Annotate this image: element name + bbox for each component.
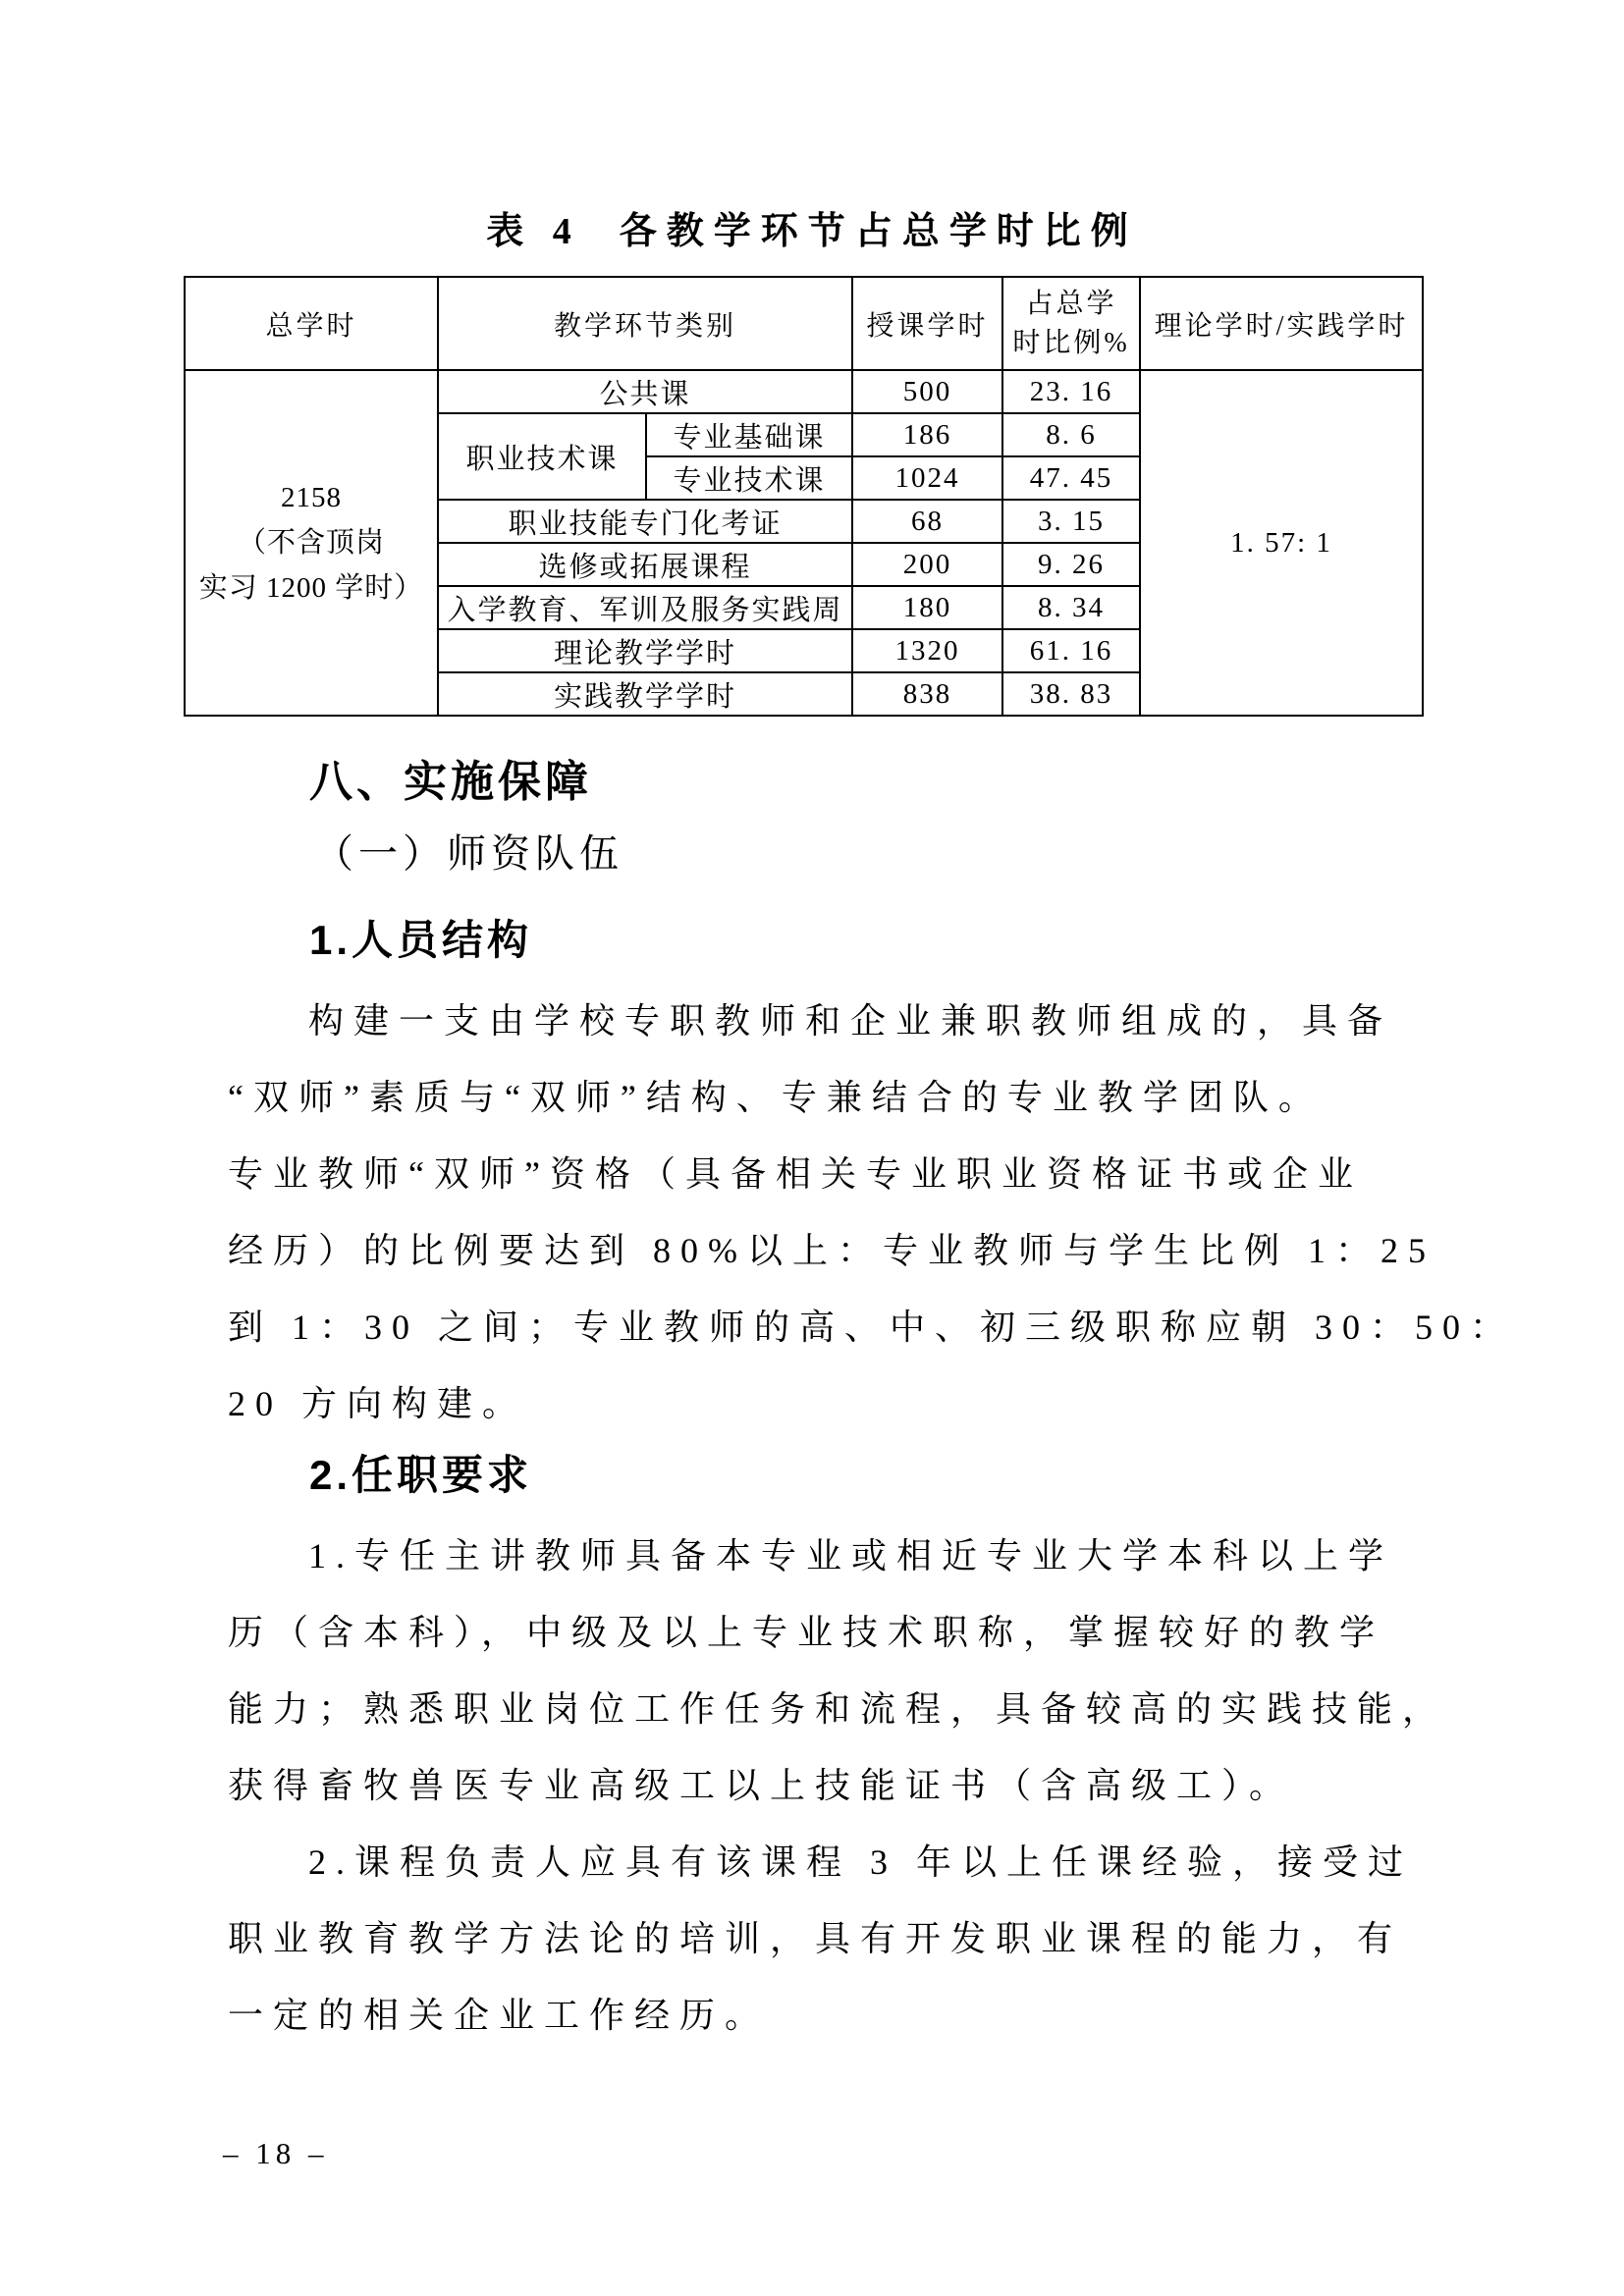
paragraph-line: “双师”素质与“双师”结构、专兼结合的专业教学团队。 bbox=[228, 1078, 1324, 1117]
cell-hours: 500 bbox=[852, 370, 1002, 413]
paragraph-line: 20 方向构建。 bbox=[228, 1384, 528, 1423]
hours-distribution-table bbox=[184, 276, 1424, 717]
cell-hours: 200 bbox=[852, 543, 1002, 586]
total-hours-note-2: 实习 1200 学时） bbox=[198, 572, 424, 604]
subsection-heading-teachers: （一）师资队伍 bbox=[314, 831, 623, 876]
table-row bbox=[185, 370, 1423, 413]
cell-category: 理论教学学时 bbox=[438, 629, 852, 672]
cell-category: 公共课 bbox=[438, 370, 852, 413]
paragraph-line: 能力；熟悉职业岗位工作任务和流程，具备较高的实践技能， bbox=[228, 1689, 1448, 1729]
numbered-heading-personnel: 1.人员结构 bbox=[309, 917, 533, 963]
header-theory-practice-ratio: 理论学时/实践学时 bbox=[1140, 277, 1423, 370]
cell-hours: 1320 bbox=[852, 629, 1002, 672]
cell-category: 入学教育、军训及服务实践周 bbox=[438, 586, 852, 629]
paragraph-personnel-structure bbox=[228, 983, 1515, 1442]
cell-hours: 1024 bbox=[852, 456, 1002, 500]
numbered-heading-requirements: 2.任职要求 bbox=[309, 1452, 533, 1498]
theory-practice-ratio-cell: 1. 57: 1 bbox=[1140, 370, 1423, 716]
paragraph-line: 历（含本科），中级及以上专业技术职称，掌握较好的教学 bbox=[228, 1613, 1385, 1652]
total-hours-value: 2158 bbox=[281, 482, 342, 513]
header-total-hours: 总学时 bbox=[185, 277, 438, 370]
paragraph-line: 到 1：30 之间；专业教师的高、中、初三级职称应朝 30：50： bbox=[228, 1308, 1516, 1347]
paragraph-line: 专业教师“双师”资格（具备相关专业职业资格证书或企业 bbox=[228, 1154, 1363, 1194]
paragraph-line: 构建一支由学校专职教师和企业兼职教师组成的，具备 bbox=[308, 1001, 1393, 1041]
cell-hours: 68 bbox=[852, 500, 1002, 543]
cell-percent: 3. 15 bbox=[1002, 500, 1140, 543]
header-percent-line2: 时比例% bbox=[1012, 327, 1130, 358]
cell-category: 职业技能专门化考证 bbox=[438, 500, 852, 543]
table-header-row bbox=[185, 277, 1423, 370]
paragraph-line: 一定的相关企业工作经历。 bbox=[228, 1996, 771, 2035]
page-title: 表 4 各教学环节占总学时比例 bbox=[486, 211, 1138, 252]
cell-subcategory: 专业技术课 bbox=[646, 456, 852, 500]
cell-percent: 38. 83 bbox=[1002, 672, 1140, 716]
cell-percent: 9. 26 bbox=[1002, 543, 1140, 586]
cell-percent: 8. 6 bbox=[1002, 413, 1140, 456]
paragraph-qualification-1 bbox=[228, 1518, 1447, 1824]
cell-hours: 180 bbox=[852, 586, 1002, 629]
paragraph-line: 获得畜牧兽医专业高级工以上技能证书（含高级工）。 bbox=[228, 1766, 1295, 1805]
header-teaching-hours: 授课学时 bbox=[852, 277, 1002, 370]
cell-subcategory: 专业基础课 bbox=[646, 413, 852, 456]
paragraph-line: 1.专任主讲教师具备本专业或相近专业大学本科以上学 bbox=[308, 1536, 1394, 1575]
cell-category: 实践教学学时 bbox=[438, 672, 852, 716]
section-heading-8: 八、实施保障 bbox=[309, 758, 592, 806]
header-percent-line1: 占总学 bbox=[1025, 288, 1117, 319]
cell-percent: 23. 16 bbox=[1002, 370, 1140, 413]
paragraph-line: 2.课程负责人应具有该课程 3 年以上任课经验，接受过 bbox=[308, 1842, 1414, 1882]
total-hours-cell bbox=[185, 370, 438, 716]
cell-percent: 47. 45 bbox=[1002, 456, 1140, 500]
header-percent bbox=[1002, 277, 1140, 370]
paragraph-line: 经历）的比例要达到 80%以上：专业教师与学生比例 1：25 bbox=[228, 1231, 1435, 1270]
cell-hours: 186 bbox=[852, 413, 1002, 456]
paragraph-qualification-2 bbox=[228, 1824, 1413, 2054]
header-category: 教学环节类别 bbox=[438, 277, 852, 370]
cell-group: 职业技术课 bbox=[438, 413, 646, 500]
total-hours-note-1: （不含顶岗 bbox=[237, 527, 385, 559]
cell-category: 选修或拓展课程 bbox=[438, 543, 852, 586]
cell-percent: 61. 16 bbox=[1002, 629, 1140, 672]
paragraph-line: 职业教育教学方法论的培训，具有开发职业课程的能力，有 bbox=[228, 1919, 1403, 1958]
page-number: – 18 – bbox=[223, 2136, 329, 2170]
cell-percent: 8. 34 bbox=[1002, 586, 1140, 629]
cell-hours: 838 bbox=[852, 672, 1002, 716]
